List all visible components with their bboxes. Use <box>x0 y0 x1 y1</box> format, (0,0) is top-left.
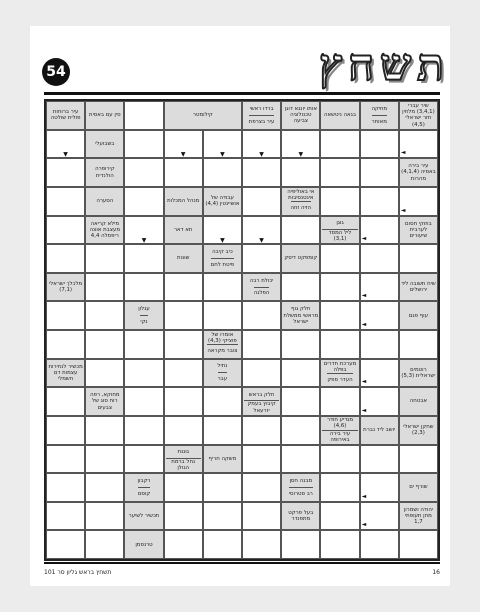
answer-cell[interactable] <box>203 216 242 245</box>
clue-cell: חלק גוף מראשי ממשלת ישראל <box>281 301 320 330</box>
clue-cell: מערכת חדרים בפלה העדר ספק <box>320 359 359 388</box>
answer-cell[interactable] <box>124 416 163 445</box>
arrow-left-icon: ◄ <box>361 521 367 529</box>
answer-cell[interactable] <box>203 158 242 187</box>
answer-cell[interactable] <box>360 187 399 216</box>
answer-cell[interactable] <box>360 273 399 302</box>
answer-cell[interactable] <box>281 416 320 445</box>
answer-cell[interactable] <box>399 244 438 273</box>
answer-cell[interactable] <box>124 187 163 216</box>
answer-cell[interactable] <box>281 130 320 159</box>
clue-cell: משקה חריף <box>203 445 242 474</box>
answer-cell[interactable] <box>164 158 203 187</box>
clue-cell: כיב קיבה פיטת לחם <box>203 244 242 273</box>
clue-cell: קירופרה הולנדית <box>85 158 124 187</box>
answer-cell[interactable] <box>46 530 85 559</box>
arrow-down-icon: ▼ <box>259 237 264 245</box>
answer-cell[interactable] <box>85 244 124 273</box>
answer-cell[interactable] <box>320 502 359 531</box>
answer-cell[interactable] <box>164 416 203 445</box>
answer-cell[interactable] <box>46 330 85 359</box>
answer-cell[interactable] <box>399 330 438 359</box>
answer-cell[interactable] <box>320 473 359 502</box>
answer-cell[interactable] <box>360 387 399 416</box>
clue-cell: נתיל עבר <box>203 359 242 388</box>
clue-cell: עוף פגם <box>399 301 438 330</box>
answer-cell[interactable] <box>281 273 320 302</box>
clue-cell: אבטחה <box>399 387 438 416</box>
answer-cell[interactable] <box>46 301 85 330</box>
answer-cell[interactable] <box>320 301 359 330</box>
footer-page-number: 16 <box>432 568 440 576</box>
answer-cell[interactable] <box>242 158 281 187</box>
answer-cell[interactable] <box>164 273 203 302</box>
answer-cell[interactable] <box>46 187 85 216</box>
clue-cell: יהודה ושמרון מחן תעופתי 1,7 <box>399 502 438 531</box>
answer-cell[interactable] <box>85 473 124 502</box>
arrow-down-icon: ▼ <box>63 151 68 159</box>
answer-cell[interactable] <box>399 530 438 559</box>
clue-cell: מילא קריאה מעצבת אוצה ריפסלה 4,4 <box>85 216 124 245</box>
clue-cell: מכשיר לנחירות עצמות דם חשמלי <box>46 359 85 388</box>
answer-cell[interactable] <box>85 301 124 330</box>
clue-cell: שורף ים <box>399 473 438 502</box>
answer-cell[interactable] <box>46 473 85 502</box>
answer-cell[interactable] <box>124 273 163 302</box>
answer-cell[interactable] <box>203 473 242 502</box>
answer-cell[interactable] <box>85 445 124 474</box>
answer-cell[interactable] <box>46 387 85 416</box>
answer-cell[interactable] <box>281 158 320 187</box>
arrow-down-icon: ▼ <box>220 151 225 159</box>
arrow-left-icon: ◄ <box>400 206 406 214</box>
answer-cell[interactable] <box>320 530 359 559</box>
answer-cell[interactable] <box>242 416 281 445</box>
answer-cell[interactable] <box>46 445 85 474</box>
answer-cell[interactable] <box>242 130 281 159</box>
answer-cell[interactable] <box>124 445 163 474</box>
crossword-grid <box>44 99 440 561</box>
clue-cell: מלכלך ישראלי (7,1) <box>46 273 85 302</box>
arrow-left-icon: ◄ <box>400 149 406 157</box>
clue-cell: גוגן ליל המסד (3,1) <box>320 216 359 245</box>
arrow-down-icon: ▼ <box>141 237 147 245</box>
arrow-left-icon: ◄ <box>361 492 367 500</box>
answer-cell[interactable] <box>124 101 163 130</box>
clue-cell: טרנסמן <box>124 530 163 559</box>
clue-cell: שיר עברי (3,4,1) מלחין חזר ישראלי (4,5) <box>399 101 438 130</box>
answer-cell[interactable] <box>46 416 85 445</box>
answer-cell[interactable] <box>124 158 163 187</box>
answer-cell[interactable] <box>85 502 124 531</box>
answer-cell[interactable] <box>281 445 320 474</box>
footer-rule <box>44 562 440 564</box>
answer-cell[interactable] <box>360 473 399 502</box>
clue-cell: מבנה חסן רב סטרוסי <box>281 473 320 502</box>
answer-cell[interactable] <box>242 216 281 245</box>
answer-cell[interactable] <box>281 359 320 388</box>
answer-cell[interactable] <box>320 158 359 187</box>
answer-cell[interactable] <box>124 330 163 359</box>
arrow-down-icon: ▼ <box>298 151 304 159</box>
clue-cell: שחקן ישראלי (2,3) <box>399 416 438 445</box>
answer-cell[interactable] <box>320 130 359 159</box>
clue-cell: תכשיר לשיער <box>124 502 163 531</box>
answer-cell[interactable] <box>242 330 281 359</box>
answer-cell[interactable] <box>242 301 281 330</box>
answer-cell[interactable] <box>360 330 399 359</box>
arrow-down-icon: ▼ <box>259 151 264 159</box>
answer-cell[interactable] <box>124 130 163 159</box>
puzzle-number-badge: 54 <box>42 58 70 86</box>
footer <box>44 566 440 578</box>
clue-cell: תא דאר <box>164 216 203 245</box>
answer-cell[interactable] <box>281 216 320 245</box>
answer-cell[interactable] <box>360 502 399 531</box>
arrow-left-icon: ◄ <box>361 235 367 243</box>
answer-cell[interactable] <box>360 445 399 474</box>
answer-cell[interactable] <box>242 359 281 388</box>
answer-cell[interactable] <box>203 416 242 445</box>
clue-cell: גוננת נחל ברמת הגולן <box>164 445 203 474</box>
answer-cell[interactable] <box>320 187 359 216</box>
answer-cell[interactable] <box>281 330 320 359</box>
answer-cell[interactable] <box>203 502 242 531</box>
answer-cell[interactable] <box>242 445 281 474</box>
clue-cell: בעל פרקט מתפנדר <box>281 502 320 531</box>
clue-cell: שיח תשובה ליד ירושלים <box>399 273 438 302</box>
answer-cell[interactable] <box>203 387 242 416</box>
answer-cell[interactable] <box>399 445 438 474</box>
answer-cell[interactable] <box>85 330 124 359</box>
clue-cell: עבודה של אושיינטין (4,4) <box>203 187 242 216</box>
clue-cell: אי באוליפיה אינטנסיבות הזיה זוזה <box>281 187 320 216</box>
clue-cell: עגלון נקי <box>124 301 163 330</box>
puzzle-title: תשחץ <box>319 40 450 91</box>
answer-cell[interactable] <box>164 387 203 416</box>
clue-cell: עיר ברוחות פולית שולטה <box>46 101 85 130</box>
answer-cell[interactable] <box>203 273 242 302</box>
answer-cell[interactable] <box>85 273 124 302</box>
clue-cell: אותו יונגא דוגן טכנולוגיה צביעה <box>281 101 320 130</box>
answer-cell[interactable] <box>320 330 359 359</box>
answer-cell[interactable] <box>46 158 85 187</box>
answer-cell[interactable] <box>164 359 203 388</box>
answer-cell[interactable] <box>164 330 203 359</box>
clue-cell: מגדיע חודר (4,6) עיר בירה באירופה <box>320 416 359 445</box>
clue-cell: קילומטר <box>164 101 242 130</box>
answer-cell[interactable] <box>360 130 399 159</box>
answer-cell[interactable] <box>360 301 399 330</box>
clue-cell: יכולת רבה הפלגה <box>242 273 281 302</box>
clue-cell: יושב ליד נברת <box>360 416 399 445</box>
clue-cell: סין עם באסית <box>85 101 124 130</box>
answer-cell[interactable] <box>399 130 438 159</box>
answer-cell[interactable] <box>360 244 399 273</box>
clue-cell: חלק בראש קיבוץ בעמק יזרעאל <box>242 387 281 416</box>
answer-cell[interactable] <box>85 530 124 559</box>
answer-cell[interactable] <box>242 530 281 559</box>
header-rule <box>44 92 440 95</box>
answer-cell[interactable] <box>203 130 242 159</box>
answer-cell[interactable] <box>164 130 203 159</box>
answer-cell[interactable] <box>164 502 203 531</box>
clue-cell: רקבון קוסם <box>124 473 163 502</box>
answer-cell[interactable] <box>124 359 163 388</box>
answer-cell[interactable] <box>399 187 438 216</box>
answer-cell[interactable] <box>46 216 85 245</box>
clue-cell: שונות <box>164 244 203 273</box>
clue-cell: הסערה <box>85 187 124 216</box>
answer-cell[interactable] <box>320 244 359 273</box>
answer-cell[interactable] <box>360 359 399 388</box>
answer-cell[interactable] <box>164 301 203 330</box>
answer-cell[interactable] <box>124 387 163 416</box>
clue-cell: מחוקא, רפה רוח סוג של צבעים <box>85 387 124 416</box>
arrow-left-icon: ◄ <box>361 292 367 300</box>
answer-cell[interactable] <box>360 530 399 559</box>
answer-cell[interactable] <box>46 502 85 531</box>
clue-cell: רוטמים ישראלית (5,3) <box>399 359 438 388</box>
answer-cell[interactable] <box>124 244 163 273</box>
clue-cell: עיר בירה באסיה (4,1,4) מהרות <box>399 158 438 187</box>
clue-cell: מוזיקה מאוחר <box>360 101 399 130</box>
answer-cell[interactable] <box>360 216 399 245</box>
answer-cell[interactable] <box>242 244 281 273</box>
footer-publication: תשחץ בראש גליון סר 101 <box>44 568 112 576</box>
answer-cell[interactable] <box>85 359 124 388</box>
answer-cell[interactable] <box>46 130 85 159</box>
clue-cell: אומרו של פוציקי (4,3) צובר מקראה <box>203 330 242 359</box>
clue-cell: מנהל המכלות <box>164 187 203 216</box>
answer-cell[interactable] <box>164 473 203 502</box>
clue-cell: קומפקט דיסק <box>281 244 320 273</box>
arrow-left-icon: ◄ <box>361 406 367 414</box>
answer-cell[interactable] <box>203 530 242 559</box>
answer-cell[interactable] <box>85 416 124 445</box>
answer-cell[interactable] <box>320 273 359 302</box>
answer-cell[interactable] <box>242 473 281 502</box>
clue-cell: בוזוקי חסום לערבית שיעורים <box>399 216 438 245</box>
answer-cell[interactable] <box>203 301 242 330</box>
arrow-left-icon: ◄ <box>361 321 367 328</box>
answer-cell[interactable] <box>242 502 281 531</box>
arrow-down-icon: ▼ <box>220 237 225 245</box>
answer-cell[interactable] <box>281 530 320 559</box>
clue-cell: בגאה ניטשאה <box>320 101 359 130</box>
answer-cell[interactable] <box>281 387 320 416</box>
answer-cell[interactable] <box>46 244 85 273</box>
arrow-left-icon: ◄ <box>361 378 367 386</box>
answer-cell[interactable] <box>242 187 281 216</box>
clue-cell: בשבועלי <box>85 130 124 159</box>
answer-cell[interactable] <box>320 387 359 416</box>
answer-cell[interactable] <box>164 530 203 559</box>
answer-cell[interactable] <box>124 216 163 245</box>
clue-cell: ברדו ראשי עיר בצרפת <box>242 101 281 130</box>
arrow-down-icon: ▼ <box>180 151 186 159</box>
answer-cell[interactable] <box>320 445 359 474</box>
answer-cell[interactable] <box>360 158 399 187</box>
